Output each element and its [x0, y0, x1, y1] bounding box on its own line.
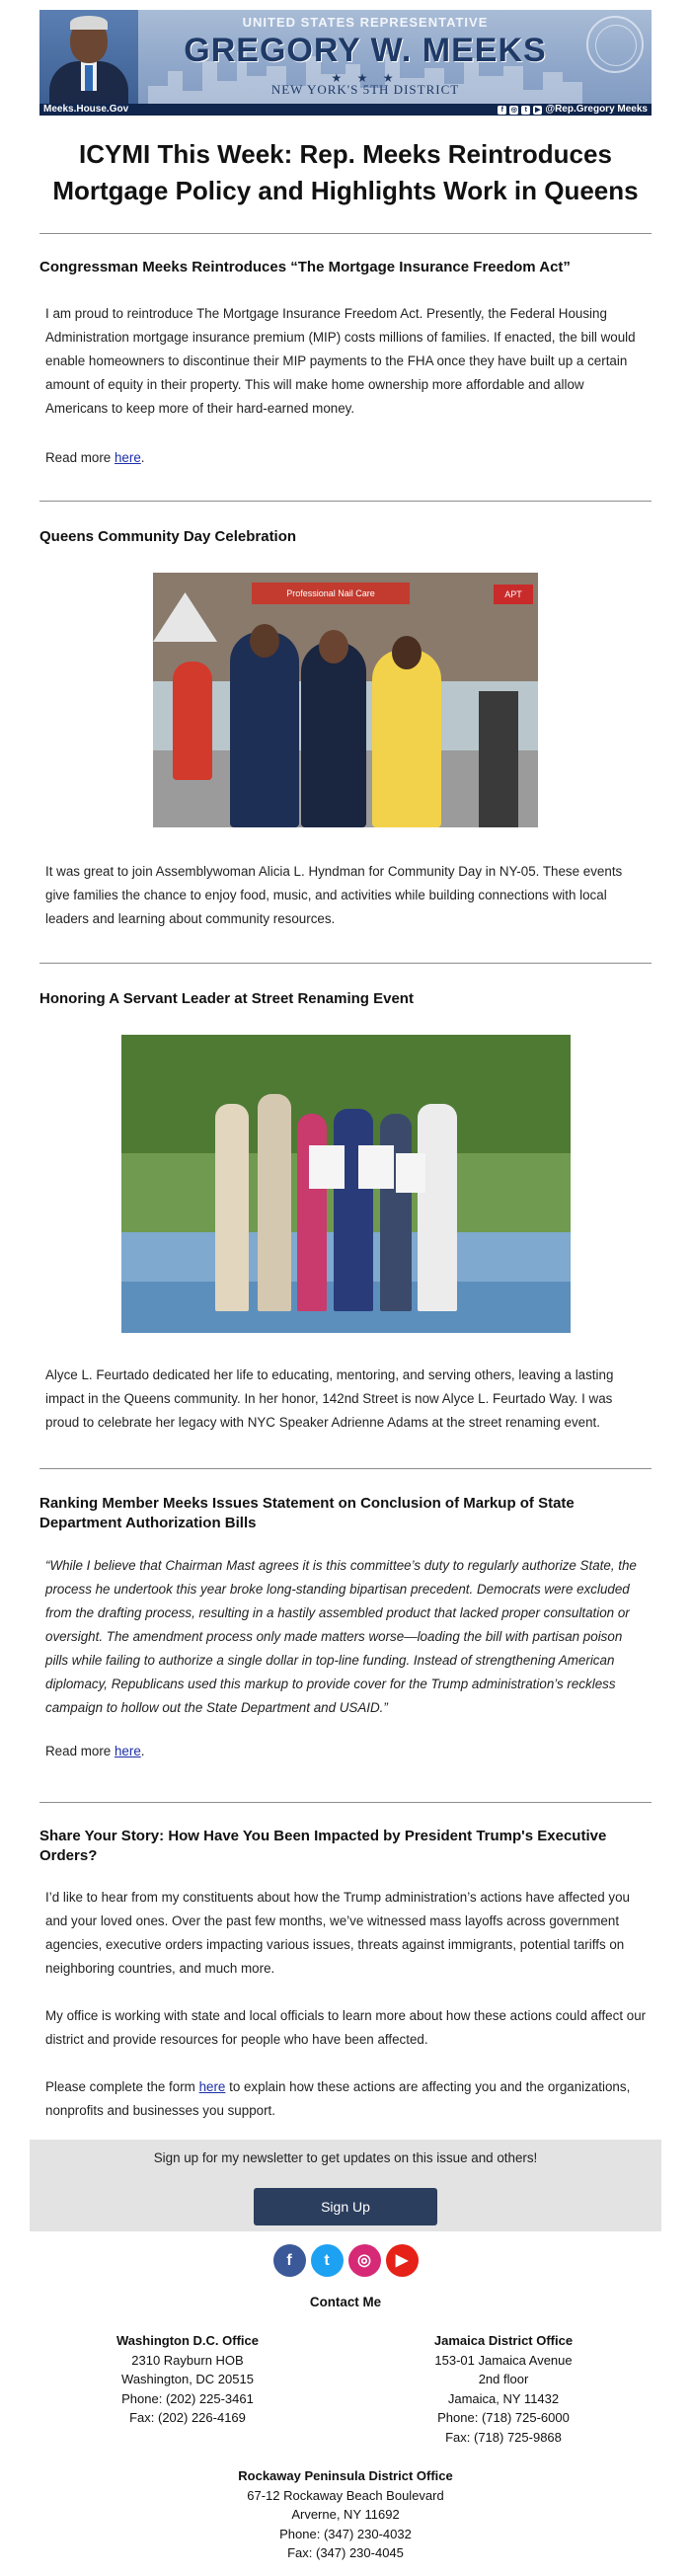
- office-line: 67-12 Rockaway Beach Boulevard: [247, 2487, 444, 2503]
- office-line: 153-01 Jamaica Avenue: [434, 2352, 573, 2368]
- read-more-label: Read more: [45, 450, 115, 465]
- section-body-share-story-3: [45, 2075, 648, 2123]
- read-more-link[interactable]: here: [114, 1744, 141, 1758]
- office-phone: Phone: (718) 725-6000: [437, 2410, 570, 2425]
- section-title-mortgage: Congressman Meeks Reintroduces “The Mortgage Insurance Freedom Act”: [39, 259, 571, 275]
- rep-title: UNITED STATES REPRESENTATIVE: [242, 15, 489, 30]
- house-seal-icon: [586, 16, 644, 73]
- office-washington: [79, 2331, 296, 2428]
- divider: [39, 1468, 652, 1469]
- congressman-portrait: [39, 10, 138, 106]
- youtube-icon[interactable]: ▶: [535, 106, 541, 114]
- instagram-icon[interactable]: ◎: [510, 106, 517, 114]
- divider: [39, 501, 652, 502]
- section-body-street-renaming: Alyce L. Feurtado dedicated her life to educating, mentoring, and serving others, leaving a lasting impact in the Queens community. In her honor, 142nd Street is now Alyce L. Feurtado Way. I was proud to celebrate her legacy with NYC Speaker Adrienne Adams at the street renaming event.: [45, 1367, 614, 1430]
- district-label: NEW YORK'S 5TH DISTRICT: [270, 82, 460, 97]
- office-line: Jamaica, NY 11432: [447, 2390, 560, 2406]
- read-more-mortgage: [45, 446, 648, 470]
- banner-footer-bar: [39, 104, 652, 116]
- office-name: Washington D.C. Office: [116, 2333, 259, 2348]
- office-fax: Fax: (347) 230-4045: [287, 2545, 404, 2560]
- form-prompt-text-end: to explain how these actions are affecting you and the organizations, nonprofits and businesses you support.: [45, 2079, 631, 2118]
- facebook-icon[interactable]: f: [498, 106, 506, 115]
- community-day-photo: [153, 573, 538, 827]
- divider: [39, 1802, 652, 1803]
- office-fax: Fax: (718) 725-9868: [445, 2429, 562, 2445]
- section-title-street-renaming: Honoring A Servant Leader at Street Renaming Event: [39, 990, 414, 1007]
- office-line: Washington, DC 20515: [121, 2372, 254, 2386]
- section-title-share-story: Share Your Story: How Have You Been Impacted by President Trump's Executive Orders?: [39, 1828, 607, 1864]
- signup-prompt: Sign up for my newsletter to get updates on this issue and others!: [153, 2150, 538, 2165]
- storefront-sign-2: APT: [494, 585, 533, 604]
- section-body-share-story-1: I’d like to hear from my constituents about how the Trump administration’s actions have affected you and your loved ones. Over the past few months, we’ve witnessed mass layoffs across government agencies, executive orders impacting various issues, threats against immigrants, potential tariffs on neighboring countries, and much more.: [45, 1890, 630, 1976]
- office-fax: Fax: (202) 226-4169: [129, 2410, 246, 2425]
- newsletter-headline: ICYMI This Week: Rep. Meeks Reintroduces Mortgage Policy and Highlights Work in Queens: [52, 139, 639, 205]
- form-prompt-text: Please complete the form: [45, 2079, 199, 2094]
- office-rockaway: [197, 2466, 494, 2563]
- signup-button[interactable]: Sign Up: [254, 2188, 437, 2225]
- section-body-share-story-2: My office is working with state and local officials to learn more about how these actions could affect our district and provide resources for people who have been affected.: [45, 2008, 647, 2047]
- read-more-markup: [45, 1740, 648, 1763]
- office-line: 2nd floor: [478, 2372, 529, 2386]
- twitter-icon[interactable]: t: [521, 106, 530, 115]
- read-more-label: Read more: [45, 1744, 115, 1758]
- office-name: Jamaica District Office: [433, 2333, 574, 2348]
- website-link[interactable]: Meeks.House.Gov: [43, 104, 129, 115]
- office-jamaica: [395, 2331, 612, 2447]
- newsletter-signup-box: [30, 2140, 661, 2231]
- office-phone: Phone: (202) 225-3461: [121, 2390, 254, 2406]
- read-more-period: .: [140, 450, 145, 465]
- stars-decoration: ★ ★ ★: [331, 71, 400, 85]
- facebook-icon[interactable]: f: [273, 2244, 306, 2277]
- social-icons-row: [0, 2244, 691, 2277]
- read-more-period: .: [140, 1744, 145, 1758]
- storefront-sign: Professional Nail Care: [252, 583, 410, 604]
- section-title-community-day: Queens Community Day Celebration: [39, 528, 297, 545]
- contact-heading: Contact Me: [309, 2295, 382, 2309]
- section-body-mortgage: I am proud to reintroduce The Mortgage Insurance Freedom Act. Presently, the Federal Housing Administration mortgage insurance premium (MIP) costs millions of families. If enacted, the bill would enable homeowners to discontinue their MIP payments to the FHA once they have built up a certain amount of equity in their property. This will make home ownership more affordable and allow Americans to keep more of their hard-earned money.: [45, 306, 636, 416]
- section-title-markup-statement: Ranking Member Meeks Issues Statement on Conclusion of Markup of State Department Authorization Bills: [39, 1495, 575, 1531]
- divider: [39, 963, 652, 964]
- header-banner: [39, 10, 652, 116]
- social-handle[interactable]: @Rep.Gregory Meeks: [545, 104, 648, 115]
- read-more-link[interactable]: here: [114, 450, 141, 465]
- rep-name: GREGORY W. MEEKS: [184, 32, 547, 69]
- office-line: Arverne, NY 11692: [291, 2507, 400, 2522]
- street-renaming-photo: [121, 1035, 571, 1333]
- office-phone: Phone: (347) 230-4032: [279, 2526, 412, 2541]
- section-body-markup-statement: “While I believe that Chairman Mast agrees it is this committee’s duty to regularly authorize State, the process he undertook this year broke long-standing bipartisan precedent. Democrats were excluded from the drafting process, resulting in a hastily assembled product that lacked proper consultation or oversight. The amendment process only made matters worse—loading the bill with partisan poison pills while failing to authorize a single dollar in top-line funding. Instead of strengthening American diplomacy, Republicans used this markup to provide cover for the Trump administration’s reckless campaign to hollow out the State Department and USAID.”: [45, 1558, 637, 1715]
- form-link[interactable]: here: [198, 2079, 226, 2094]
- section-body-community-day: It was great to join Assemblywoman Alicia L. Hyndman for Community Day in NY-05. These events give families the chance to enjoy food, music, and activities while building connections with local leaders and learning about community resources.: [45, 864, 623, 926]
- office-name: Rockaway Peninsula District Office: [238, 2468, 453, 2483]
- twitter-icon[interactable]: t: [311, 2244, 344, 2277]
- instagram-icon[interactable]: ◎: [348, 2244, 381, 2277]
- divider: [39, 233, 652, 234]
- youtube-icon[interactable]: ▶: [386, 2244, 419, 2277]
- office-line: 2310 Rayburn HOB: [131, 2352, 244, 2368]
